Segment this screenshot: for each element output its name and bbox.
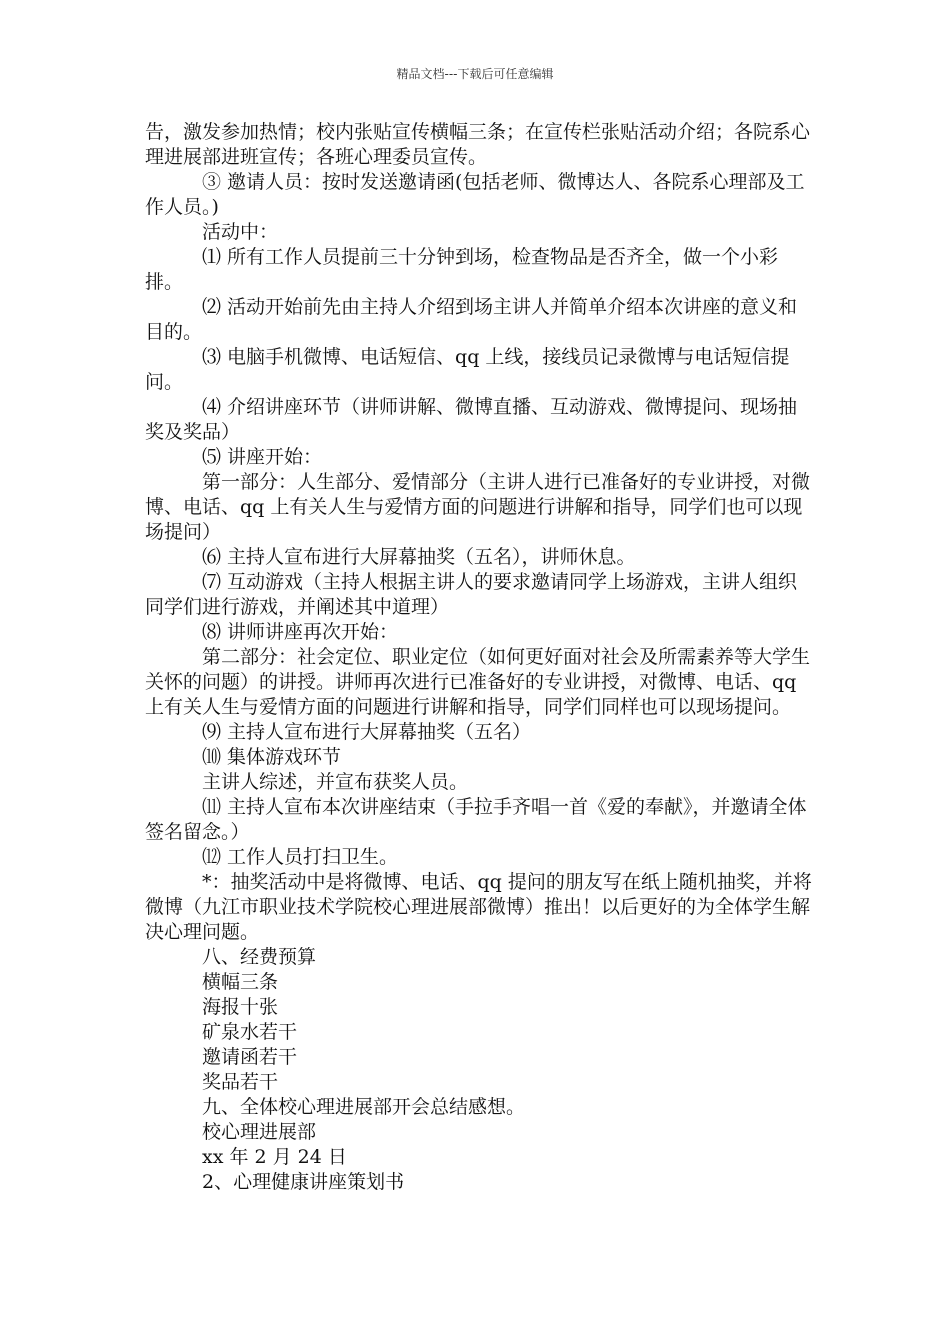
paragraph-20: 横幅三条: [202, 971, 279, 993]
paragraph-11: ⑻ 讲师讲座再次开始：: [202, 621, 399, 643]
paragraph-4: ⑵ 活动开始前先由主持人介绍到场主讲人并简单介绍本次讲座的意义和目的。: [145, 296, 798, 343]
paragraph-8: 第一部分：人生部分、爱情部分（主讲人进行已准备好的专业讲授，对微博、电话、qq 上有关人生与爱情方面的问题进行讲解和指导，同学们也可以现场提问）: [145, 471, 811, 543]
paragraph-21: 海报十张: [202, 996, 279, 1018]
paragraph-26: 校心理进展部: [202, 1121, 317, 1143]
paragraph-2: 活动中：: [202, 221, 279, 243]
paragraph-7: ⑸ 讲座开始：: [202, 446, 323, 468]
paragraph-25: 九、全体校心理进展部开会总结感想。: [202, 1096, 526, 1118]
paragraph-27: xx 年 2 月 24 日: [202, 1146, 347, 1168]
paragraph-19: 八、经费预算: [202, 946, 317, 968]
paragraph-15: 主讲人综述，并宣布获奖人员。: [202, 771, 469, 793]
document-body: [145, 120, 813, 1195]
paragraph-0: 告，激发参加热情；校内张贴宣传横幅三条；在宣传栏张贴活动介绍；各院系心理进展部进班宣传；各班心理委员宣传。: [145, 121, 811, 168]
paragraph-9: ⑹ 主持人宣布进行大屏幕抽奖（五名），讲师休息。: [202, 546, 636, 568]
paragraph-13: ⑼ 主持人宣布进行大屏幕抽奖（五名）: [202, 721, 532, 743]
paragraph-12: 第二部分：社会定位、职业定位（如何更好面对社会及所需素养等大学生关怀的问题）的讲授。讲师再次进行已准备好的专业讲授，对微博、电话、qq 上有关人生与爱情方面的问题进行讲解和指导，同学们同样也可以现场提问。: [145, 646, 811, 718]
paragraph-23: 邀请函若干: [202, 1046, 298, 1068]
paragraph-14: ⑽ 集体游戏环节: [202, 746, 342, 768]
paragraph-17: ⑿ 工作人员打扫卫生。: [202, 846, 399, 868]
paragraph-6: ⑷ 介绍讲座环节（讲师讲解、微博直播、互动游戏、微博提问、现场抽奖及奖品）: [145, 396, 798, 443]
paragraph-10: ⑺ 互动游戏（主持人根据主讲人的要求邀请同学上场游戏，主讲人组织同学们进行游戏，并阐述其中道理）: [145, 571, 798, 618]
paragraph-16: ⑾ 主持人宣布本次讲座结束（手拉手齐唱一首《爱的奉献》，并邀请全体签名留念。）: [145, 796, 807, 843]
paragraph-3: ⑴ 所有工作人员提前三十分钟到场，检查物品是否齐全，做一个小彩排。: [145, 246, 779, 293]
paragraph-5: ⑶ 电脑手机微博、电话短信、qq 上线，接线员记录微博与电话短信提问。: [145, 346, 790, 393]
paragraph-28: 2、心理健康讲座策划书: [202, 1171, 405, 1193]
paragraph-24: 奖品若干: [202, 1071, 279, 1093]
paragraph-22: 矿泉水若干: [202, 1021, 298, 1043]
paragraph-18: *：抽奖活动中是将微博、电话、qq 提问的朋友写在纸上随机抽奖，并将微博（九江市职业技术学院校心理进展部微博）推出！以后更好的为全体学生解决心理问题。: [145, 871, 812, 943]
paragraph-1: ③ 邀请人员：按时发送邀请函(包括老师、微博达人、各院系心理部及工作人员。): [145, 171, 805, 218]
page-header: 精品文档---下载后可任意编辑: [396, 67, 554, 81]
